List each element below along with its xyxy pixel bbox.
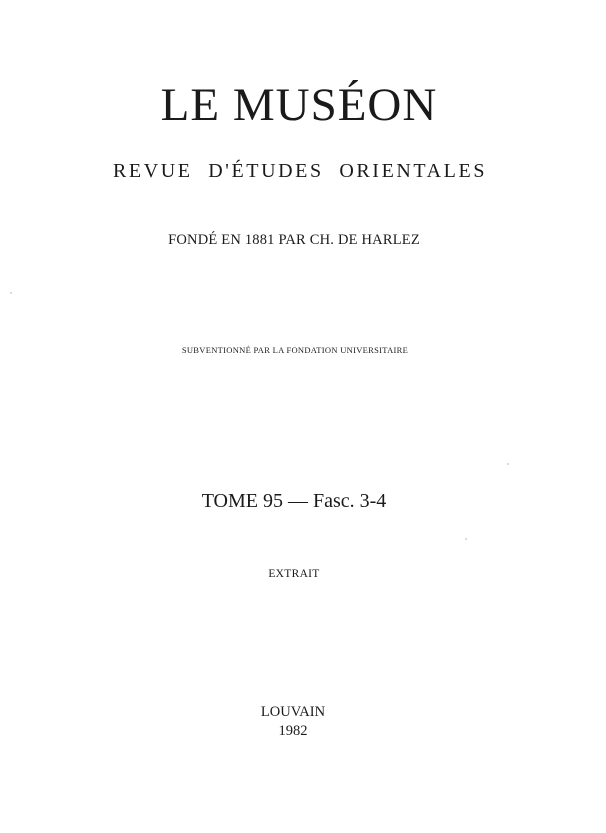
paper-speck xyxy=(465,538,467,540)
journal-title: LE MUSÉON xyxy=(160,79,438,131)
paper-speck xyxy=(507,463,509,465)
publication-year: 1982 xyxy=(278,723,308,739)
publication-place: LOUVAIN xyxy=(260,704,326,720)
paper-speck xyxy=(10,292,12,294)
founder-line: FONDÉ EN 1881 PAR CH. DE HARLEZ xyxy=(168,232,420,248)
volume-line: TOME 95 — Fasc. 3-4 xyxy=(201,490,387,512)
subsidy-line: SUBVENTIONNÉ PAR LA FONDATION UNIVERSITAIRE xyxy=(181,345,409,355)
journal-subtitle: REVUE D'ÉTUDES ORIENTALES xyxy=(112,160,488,182)
offprint-label: EXTRAIT xyxy=(268,568,320,580)
